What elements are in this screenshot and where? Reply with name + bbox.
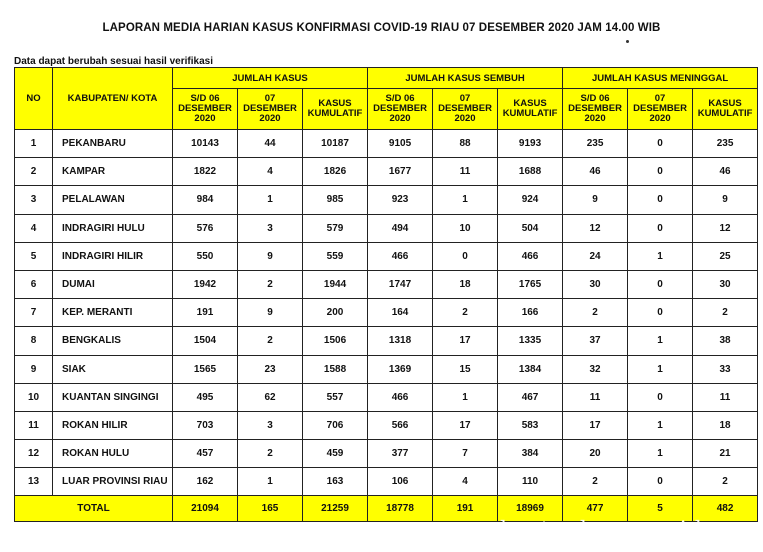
- row-value-cell: 166: [498, 299, 563, 327]
- row-number: 4: [15, 214, 53, 242]
- row-value-cell: 9: [238, 299, 303, 327]
- row-value-cell: 4: [433, 468, 498, 496]
- subheader-line: 07: [654, 93, 666, 104]
- subheader-line: DESEMBER: [438, 103, 492, 114]
- table-row: [15, 270, 758, 298]
- row-value-cell: 1677: [368, 158, 433, 186]
- subheader-line: 07: [264, 93, 276, 104]
- row-value-cell: 33: [693, 355, 758, 383]
- row-value-cell: 10187: [303, 130, 368, 158]
- decorative-dot: [626, 40, 629, 43]
- subheader-line: KASUS: [513, 98, 547, 109]
- total-value-cell: 21259: [303, 496, 368, 522]
- row-region-name: KAMPAR: [53, 158, 173, 186]
- row-value-cell: 1: [238, 186, 303, 214]
- row-value-cell: 44: [238, 130, 303, 158]
- row-value-cell: 0: [628, 468, 693, 496]
- row-value-cell: 3: [238, 411, 303, 439]
- row-value-cell: 1: [628, 440, 693, 468]
- row-value-cell: 11: [693, 383, 758, 411]
- row-value-cell: 1565: [173, 355, 238, 383]
- row-value-cell: 106: [368, 468, 433, 496]
- table-row: [15, 468, 758, 496]
- subheader-line: KUMULATIF: [697, 108, 753, 119]
- row-value-cell: 4: [238, 158, 303, 186]
- header-group-cases: JUMLAH KASUS: [173, 68, 368, 89]
- row-value-cell: 1384: [498, 355, 563, 383]
- row-value-cell: 11: [433, 158, 498, 186]
- row-value-cell: 924: [498, 186, 563, 214]
- row-value-cell: 17: [433, 411, 498, 439]
- row-number: 8: [15, 327, 53, 355]
- subheader-line: 2020: [584, 113, 606, 124]
- row-value-cell: 110: [498, 468, 563, 496]
- subheader-upto-dec6: [173, 89, 238, 130]
- row-value-cell: 566: [368, 411, 433, 439]
- row-value-cell: 235: [693, 130, 758, 158]
- row-value-cell: 2: [433, 299, 498, 327]
- row-value-cell: 583: [498, 411, 563, 439]
- total-value-cell: 191: [433, 496, 498, 522]
- row-value-cell: 559: [303, 242, 368, 270]
- row-value-cell: 985: [303, 186, 368, 214]
- row-value-cell: 30: [693, 270, 758, 298]
- row-value-cell: 20: [563, 440, 628, 468]
- row-value-cell: 1: [628, 242, 693, 270]
- row-value-cell: 0: [628, 214, 693, 242]
- total-value-cell: 21094: [173, 496, 238, 522]
- row-number: 6: [15, 270, 53, 298]
- row-number: 10: [15, 383, 53, 411]
- row-value-cell: 494: [368, 214, 433, 242]
- row-value-cell: 24: [563, 242, 628, 270]
- row-region-name: INDRAGIRI HILIR: [53, 242, 173, 270]
- row-value-cell: 12: [693, 214, 758, 242]
- row-value-cell: 12: [563, 214, 628, 242]
- row-value-cell: 9: [563, 186, 628, 214]
- row-value-cell: 1: [628, 411, 693, 439]
- table-row: [15, 214, 758, 242]
- row-value-cell: 467: [498, 383, 563, 411]
- subheader-cumulative: [693, 89, 758, 130]
- row-value-cell: 17: [563, 411, 628, 439]
- table-row: [15, 440, 758, 468]
- watermark: bertuahpos.co.id: [500, 518, 703, 543]
- table-row: [15, 158, 758, 186]
- subheader-upto-dec6: [563, 89, 628, 130]
- subheader-line: S/D 06: [580, 93, 610, 104]
- subheader-line: KASUS: [708, 98, 742, 109]
- row-value-cell: 0: [628, 130, 693, 158]
- total-label: TOTAL: [15, 496, 173, 522]
- table-row: [15, 355, 758, 383]
- row-value-cell: 457: [173, 440, 238, 468]
- row-number: 5: [15, 242, 53, 270]
- row-value-cell: 466: [368, 242, 433, 270]
- row-value-cell: 1688: [498, 158, 563, 186]
- row-value-cell: 2: [238, 440, 303, 468]
- row-value-cell: 550: [173, 242, 238, 270]
- subheader-line: 2020: [259, 113, 281, 124]
- row-region-name: KEP. MERANTI: [53, 299, 173, 327]
- row-value-cell: 10143: [173, 130, 238, 158]
- row-value-cell: 3: [238, 214, 303, 242]
- row-value-cell: 0: [628, 158, 693, 186]
- row-value-cell: 164: [368, 299, 433, 327]
- row-region-name: BENGKALIS: [53, 327, 173, 355]
- row-value-cell: 495: [173, 383, 238, 411]
- row-value-cell: 1588: [303, 355, 368, 383]
- row-value-cell: 2: [693, 299, 758, 327]
- row-value-cell: 21: [693, 440, 758, 468]
- row-value-cell: 46: [693, 158, 758, 186]
- row-value-cell: 576: [173, 214, 238, 242]
- row-value-cell: 10: [433, 214, 498, 242]
- row-value-cell: 466: [368, 383, 433, 411]
- row-value-cell: 9193: [498, 130, 563, 158]
- row-value-cell: 0: [628, 383, 693, 411]
- row-value-cell: 62: [238, 383, 303, 411]
- report-title: LAPORAN MEDIA HARIAN KASUS KONFIRMASI COVID-19 RIAU 07 DESEMBER 2020 JAM 14.00 WIB: [102, 22, 661, 34]
- subheader-line: 07: [459, 93, 471, 104]
- row-value-cell: 1335: [498, 327, 563, 355]
- row-value-cell: 30: [563, 270, 628, 298]
- row-value-cell: 0: [628, 270, 693, 298]
- row-value-cell: 2: [563, 299, 628, 327]
- row-value-cell: 18: [693, 411, 758, 439]
- row-value-cell: 1944: [303, 270, 368, 298]
- row-region-name: LUAR PROVINSI RIAU: [53, 468, 173, 496]
- subheader-cumulative: [303, 89, 368, 130]
- row-region-name: PEKANBARU: [53, 130, 173, 158]
- subheader-line: 2020: [454, 113, 476, 124]
- row-value-cell: 0: [628, 299, 693, 327]
- row-value-cell: 459: [303, 440, 368, 468]
- row-value-cell: 9: [693, 186, 758, 214]
- total-value-cell: 477: [563, 496, 628, 522]
- row-value-cell: 162: [173, 468, 238, 496]
- subheader-dec7: [433, 89, 498, 130]
- header-group-deaths: JUMLAH KASUS MENINGGAL: [563, 68, 758, 89]
- row-value-cell: 17: [433, 327, 498, 355]
- subheader-line: DESEMBER: [178, 103, 232, 114]
- row-number: 7: [15, 299, 53, 327]
- row-value-cell: 163: [303, 468, 368, 496]
- row-value-cell: 1747: [368, 270, 433, 298]
- total-value-cell: 18969: [498, 496, 563, 522]
- subheader-line: 2020: [649, 113, 671, 124]
- row-number: 11: [15, 411, 53, 439]
- row-value-cell: 1822: [173, 158, 238, 186]
- row-value-cell: 32: [563, 355, 628, 383]
- row-value-cell: 1: [433, 186, 498, 214]
- subheader-line: S/D 06: [190, 93, 220, 104]
- table-row: [15, 411, 758, 439]
- row-value-cell: 18: [433, 270, 498, 298]
- row-value-cell: 706: [303, 411, 368, 439]
- row-value-cell: 2: [238, 270, 303, 298]
- row-region-name: ROKAN HULU: [53, 440, 173, 468]
- row-value-cell: 9: [238, 242, 303, 270]
- subheader-line: KUMULATIF: [502, 108, 558, 119]
- row-value-cell: 38: [693, 327, 758, 355]
- row-value-cell: 1: [433, 383, 498, 411]
- subheader-cumulative: [498, 89, 563, 130]
- header-group-recovered: JUMLAH KASUS SEMBUH: [368, 68, 563, 89]
- row-value-cell: 11: [563, 383, 628, 411]
- report-subtitle: Data dapat berubah sesuai hasil verifikasi: [14, 56, 213, 67]
- row-region-name: DUMAI: [53, 270, 173, 298]
- row-value-cell: 466: [498, 242, 563, 270]
- row-value-cell: 384: [498, 440, 563, 468]
- row-value-cell: 1942: [173, 270, 238, 298]
- row-value-cell: 923: [368, 186, 433, 214]
- row-value-cell: 15: [433, 355, 498, 383]
- row-value-cell: 1506: [303, 327, 368, 355]
- row-region-name: KUANTAN SINGINGI: [53, 383, 173, 411]
- row-value-cell: 88: [433, 130, 498, 158]
- row-value-cell: 504: [498, 214, 563, 242]
- table-row: [15, 299, 758, 327]
- header-no: NO: [15, 68, 53, 130]
- subheader-line: KASUS: [318, 98, 352, 109]
- table-body: [15, 130, 758, 522]
- row-value-cell: 557: [303, 383, 368, 411]
- row-value-cell: 0: [628, 186, 693, 214]
- row-value-cell: 1826: [303, 158, 368, 186]
- subheader-line: DESEMBER: [568, 103, 622, 114]
- row-number: 3: [15, 186, 53, 214]
- row-value-cell: 37: [563, 327, 628, 355]
- total-value-cell: 18778: [368, 496, 433, 522]
- row-number: 9: [15, 355, 53, 383]
- subheader-line: DESEMBER: [373, 103, 427, 114]
- row-value-cell: 191: [173, 299, 238, 327]
- row-value-cell: 579: [303, 214, 368, 242]
- subheader-line: 2020: [389, 113, 411, 124]
- subheader-line: DESEMBER: [633, 103, 687, 114]
- row-number: 2: [15, 158, 53, 186]
- total-value-cell: 482: [693, 496, 758, 522]
- row-value-cell: 1: [238, 468, 303, 496]
- row-value-cell: 1: [628, 327, 693, 355]
- table-row: [15, 130, 758, 158]
- row-value-cell: 9105: [368, 130, 433, 158]
- row-value-cell: 200: [303, 299, 368, 327]
- row-region-name: INDRAGIRI HULU: [53, 214, 173, 242]
- row-number: 1: [15, 130, 53, 158]
- row-value-cell: 1765: [498, 270, 563, 298]
- subheader-dec7: [628, 89, 693, 130]
- subheader-line: DESEMBER: [243, 103, 297, 114]
- row-value-cell: 235: [563, 130, 628, 158]
- subheader-line: S/D 06: [385, 93, 415, 104]
- subheader-line: 2020: [194, 113, 216, 124]
- total-value-cell: 5: [628, 496, 693, 522]
- row-value-cell: 0: [433, 242, 498, 270]
- row-value-cell: 1369: [368, 355, 433, 383]
- table-row: [15, 242, 758, 270]
- row-value-cell: 1: [628, 355, 693, 383]
- row-value-cell: 703: [173, 411, 238, 439]
- table-row: [15, 383, 758, 411]
- row-value-cell: 46: [563, 158, 628, 186]
- row-number: 13: [15, 468, 53, 496]
- covid-case-table: [14, 67, 758, 522]
- row-region-name: SIAK: [53, 355, 173, 383]
- subheader-upto-dec6: [368, 89, 433, 130]
- row-region-name: ROKAN HILIR: [53, 411, 173, 439]
- table-row: [15, 327, 758, 355]
- subheader-line: KUMULATIF: [307, 108, 363, 119]
- row-value-cell: 25: [693, 242, 758, 270]
- row-value-cell: 984: [173, 186, 238, 214]
- row-region-name: PELALAWAN: [53, 186, 173, 214]
- row-number: 12: [15, 440, 53, 468]
- total-value-cell: 165: [238, 496, 303, 522]
- row-value-cell: 23: [238, 355, 303, 383]
- table-row: [15, 186, 758, 214]
- row-value-cell: 1318: [368, 327, 433, 355]
- row-value-cell: 377: [368, 440, 433, 468]
- header-region: KABUPATEN/ KOTA: [53, 68, 173, 130]
- subheader-dec7: [238, 89, 303, 130]
- row-value-cell: 2: [563, 468, 628, 496]
- row-value-cell: 2: [238, 327, 303, 355]
- row-value-cell: 1504: [173, 327, 238, 355]
- row-value-cell: 7: [433, 440, 498, 468]
- row-value-cell: 2: [693, 468, 758, 496]
